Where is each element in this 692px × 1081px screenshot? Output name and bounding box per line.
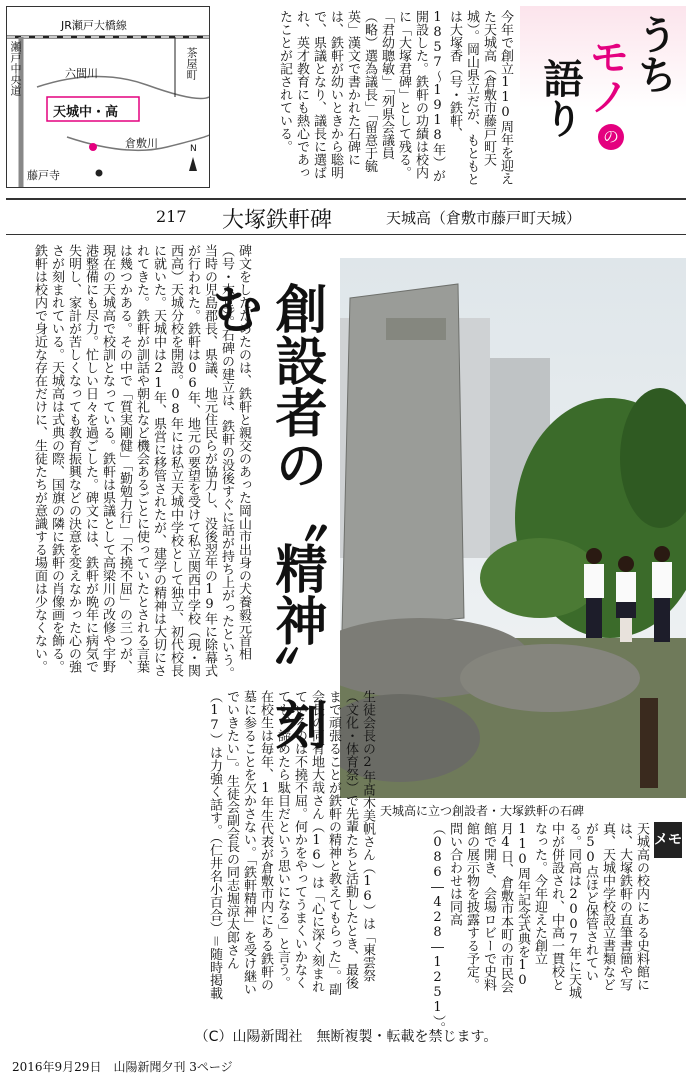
series-no: の [598, 124, 624, 150]
map-label-chayamachi: 茶屋町 [185, 47, 198, 80]
body-upper: 碑文をしたためたのは、鉄軒と親交のあった岡山市出身の犬養毅元首相（号・木堂）。石碑の建立は、鉄軒の没後すぐに話が持ち上がったという。当時の児島郡長、県議、地元住民らが協力し、没後翌年の19年に除幕式が行われた。鉄軒は06年、地元の要望を受けて私立関西中学校（現・関西高）天城分校を開設。08年には私立天城中学校として独立、初代校長に就いた。天城中は21年、県営に移管されたが、建学の精神は大切にされてきた。鉄軒が訓話や朝礼など機会あるごとに使っていたとされる言葉は幾つかある。その中で「質実剛健」「勤勉力行」「不撓不屈」の三つが、現在の天城高で校訓となっている。鉄軒は県議として高梁川の改修や宇野港整備にも尽力。忙しい日々を過ごした。碑文には、鉄軒が晩年に病気で失明し、家計が苦しくなっても教育振興などの決意を変えなかった心の強さが刻まれている。天城高は式典の際、国旗の隣に鉄軒の肖像画を飾る。鉄軒は校内で身近な存在だけに、生徒たちが意識する場面は少なくない。 [32, 244, 251, 680]
headline: 創設者の〝精神〟刻む [202, 282, 327, 750]
map-label-railway: JR瀬戸大橋線 [61, 19, 127, 32]
map-label-school: 天城中・高 [53, 105, 119, 120]
intro-text: 今年で創立110周年を迎えた天城高（倉敷市藤戸町天城）。岡山県立だが、もともとは大塚香（号・鉄軒、1857〜1918年）が開設した。鉄軒の功績は校内に「大塚君碑」として残る。「君幼聰敏」「列県会議員（略）選為議長」「留意于毓英」漢文で書かれた石碑には、鉄軒が幼いときから聡明で、県議となり、議長に選ばれ、英才教育にも熱心であったことが記されている。 [277, 10, 513, 186]
photo-graphic [340, 258, 686, 798]
series-line-katari: 語り [537, 58, 584, 138]
article-location: 天城高（倉敷市藤戸町天城） [386, 209, 582, 227]
map-graphic [7, 7, 209, 187]
article-band [6, 198, 686, 235]
location-map [6, 6, 210, 188]
map-label-temple: 藤戸寺 [27, 169, 60, 182]
series-title [520, 6, 686, 176]
map-label-expressway: 瀬戸中央道 [9, 41, 22, 96]
map-label-kurashiki-river: 倉敷川 [125, 137, 158, 150]
north-icon: N [190, 144, 197, 154]
series-line-uchi: うち [631, 14, 678, 94]
series-number: 217 [156, 207, 187, 226]
memo-text: 天城高の校内にある史料館には、大塚鉄軒の直筆書簡や写真、天城中学校設立書類などが50点ほど保管されている。同高は2007年に天城中が併設され、中高一貫校となった。今年迎えた創立110周年記念式典を10月4日、倉敷市本町の市民会館で開き、会場ロビーで史料館の展示物を披露する予定。問い合わせは同高（086―428―1251）。 [430, 822, 649, 1035]
monument-photo [340, 258, 686, 798]
map-label-river-rokken: 六間川 [65, 67, 98, 80]
body-lower: 生徒会長の2年髙木美帆さん（16）は「東雲祭（文化・体育祭）で先輩たちと活動したとき、最後まで頑張ることが鉄軒の精神と教えてもらった」。副会長の同有地大哉さん（16）は「心に深く刻まれているのは不撓不屈。何かをやってうまくいかなくても、諦めたら駄目だという思いになる」と言う。在校生は毎年、1年生代表が倉敷市内にある鉄軒の墓に参ることを欠かさない。「鉄軒精神」を受け継いでいきたい」。生徒会副会長の同志堀涼太郎さん（17）は力強く話す。（仁井名小百合）＝随時掲載 [207, 690, 375, 1000]
publication-date: 2016年9月29日 山陽新聞夕刊 3ページ [12, 1060, 233, 1074]
series-line-mono: モノ [583, 36, 630, 116]
copyright-notice: （C）山陽新聞社 無断複製・転載を禁じます。 [194, 1029, 498, 1045]
photo-caption: 天城高に立つ創設者・大塚鉄軒の石碑 [380, 804, 585, 818]
memo-tag: メモ [654, 822, 682, 858]
article-title: 大塚鉄軒碑 [222, 208, 333, 233]
